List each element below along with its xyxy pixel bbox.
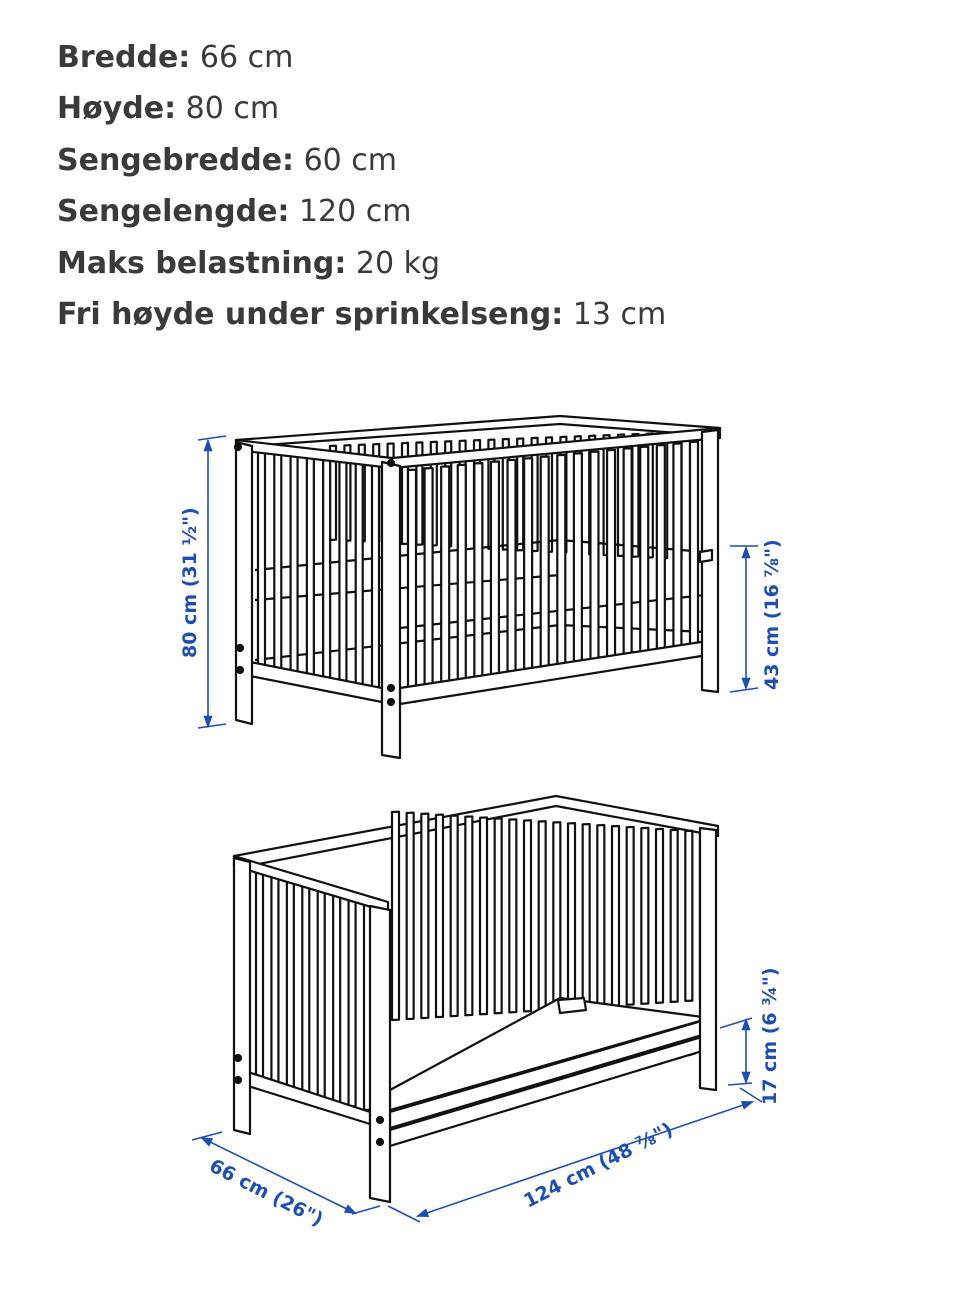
dim-line-high-mattress-arrowhead — [743, 548, 750, 557]
dim-line-high-mattress-arrowhead — [743, 679, 750, 688]
crib-back-slat — [583, 824, 590, 1008]
dim-extension-line — [198, 436, 226, 440]
spec-value: 20 kg — [355, 245, 441, 281]
crib-front-slat — [491, 461, 499, 687]
bolt-icon — [388, 699, 394, 705]
crib-mattress-label — [558, 998, 586, 1013]
crib-side-slat — [256, 866, 263, 1085]
crib-post — [236, 442, 252, 724]
crib-back-slat — [480, 817, 487, 1014]
spec-value: 80 cm — [185, 91, 280, 127]
crib-back-slat — [627, 827, 634, 1005]
crib-front-slat — [425, 468, 433, 699]
crib-back-slat — [509, 819, 516, 1012]
crib-front-slat — [408, 470, 416, 702]
crib-front-slat — [640, 447, 648, 661]
crib-back-slat — [612, 826, 619, 1006]
spec-value: 66 cm — [199, 40, 294, 75]
crib-post — [234, 858, 250, 1134]
crib-front-slat — [607, 450, 615, 667]
spec-label: Maks belastning: — [57, 245, 347, 281]
dim-line-low-mattress-arrowhead — [743, 1073, 750, 1082]
bolt-icon — [388, 685, 394, 691]
crib-front-slat — [524, 458, 532, 681]
crib-side-slat — [287, 875, 294, 1092]
crib-side-slat — [356, 463, 363, 689]
crib-side-slat — [339, 460, 346, 685]
dim-extension-line — [730, 688, 758, 692]
crib-front-slat — [508, 460, 516, 685]
crib-side-slat — [302, 880, 309, 1095]
bolt-icon — [235, 1077, 241, 1083]
crib-back-slat — [436, 815, 443, 1018]
crib-back-slat — [671, 830, 678, 1002]
crib-side-slat — [291, 454, 298, 675]
dim-low-mattress-height: 17 cm (6 ¾") — [759, 967, 781, 1105]
crib-front-slat — [590, 452, 598, 670]
crib-side-slat — [271, 871, 278, 1089]
crib-back-slat — [656, 829, 663, 1003]
crib-side-slat — [274, 452, 281, 672]
crib-post — [370, 906, 390, 1202]
bolt-icon — [377, 1117, 383, 1123]
crib-back-slat — [597, 825, 604, 1007]
crib-front-slat — [690, 442, 698, 652]
crib-side-slat — [258, 450, 265, 668]
crib-back-slat — [685, 831, 692, 1001]
crib-back-slat — [553, 822, 560, 1009]
dim-line-total-height-arrowhead — [205, 717, 212, 726]
spec-value: 60 cm — [303, 142, 398, 178]
crib-front-slat — [657, 445, 665, 658]
crib-side-slat — [372, 465, 379, 692]
crib-post — [700, 828, 716, 1090]
bolt-icon — [235, 444, 241, 450]
spec-label: Bredde: — [57, 40, 191, 75]
dim-extension-line — [728, 1083, 752, 1085]
crib-back-slat — [524, 820, 531, 1011]
crib-back-slat — [451, 816, 458, 1017]
bolt-icon — [237, 645, 243, 651]
crib-top-front-rail — [392, 428, 720, 468]
crib-mattress-bracket — [700, 550, 712, 562]
dim-length: 124 cm (48 ⅞") — [520, 1118, 677, 1213]
crib-front-slat — [458, 465, 466, 693]
crib-back-slat — [568, 823, 575, 1008]
dim-width: 66 cm (26") — [205, 1154, 327, 1231]
bolt-icon — [377, 1139, 383, 1145]
crib-front-slat — [673, 443, 681, 655]
crib-back-slat — [495, 818, 502, 1013]
dim-line-length-arrowhead — [742, 1102, 752, 1108]
crib-back-slat — [539, 821, 546, 1010]
crib-front-slat — [574, 453, 582, 672]
crib-post — [382, 462, 400, 758]
spec-label: Sengebredde: — [57, 142, 295, 178]
crib-side-slat — [333, 890, 340, 1103]
crib-front-slat — [474, 463, 482, 690]
dim-line-width-arrowhead — [202, 1138, 212, 1145]
dim-line-length-arrowhead — [418, 1210, 428, 1216]
dim-extension-line — [352, 1206, 380, 1214]
crib-side-slat — [318, 885, 325, 1099]
crib-back-slat — [392, 812, 399, 1020]
crib-back-slat — [407, 813, 414, 1019]
crib-side-slat — [349, 895, 356, 1107]
spec-value: 13 cm — [572, 296, 667, 332]
spec-label: Høyde: — [57, 91, 177, 127]
crib-back-slat — [421, 814, 428, 1018]
spec-label: Sengelengde: — [57, 194, 290, 230]
dim-total-height: 80 cm (31 ½") — [179, 507, 201, 658]
crib-side-slat — [323, 458, 330, 681]
crib-front-slat — [624, 448, 632, 663]
spec-value: 120 cm — [298, 194, 412, 230]
bolt-icon — [237, 667, 243, 673]
bolt-icon — [388, 460, 394, 466]
crib-side-slat — [307, 456, 314, 678]
dim-line-width-arrowhead — [345, 1206, 355, 1213]
bolt-icon — [235, 1055, 241, 1061]
crib-front-slat — [441, 466, 449, 696]
crib-back-slat — [632, 434, 638, 557]
dim-high-mattress-height: 43 cm (16 ⅞") — [761, 539, 783, 690]
crib-back-slat — [465, 816, 472, 1015]
crib-front-slat — [541, 457, 549, 679]
spec-label: Fri høyde under sprinkelseng: — [57, 296, 564, 332]
dim-extension-line — [198, 724, 226, 728]
crib-front-slat — [557, 455, 565, 676]
dim-line-total-height-arrowhead — [205, 441, 212, 450]
crib-back-slat — [641, 828, 648, 1004]
dim-extension-line — [388, 1206, 420, 1222]
